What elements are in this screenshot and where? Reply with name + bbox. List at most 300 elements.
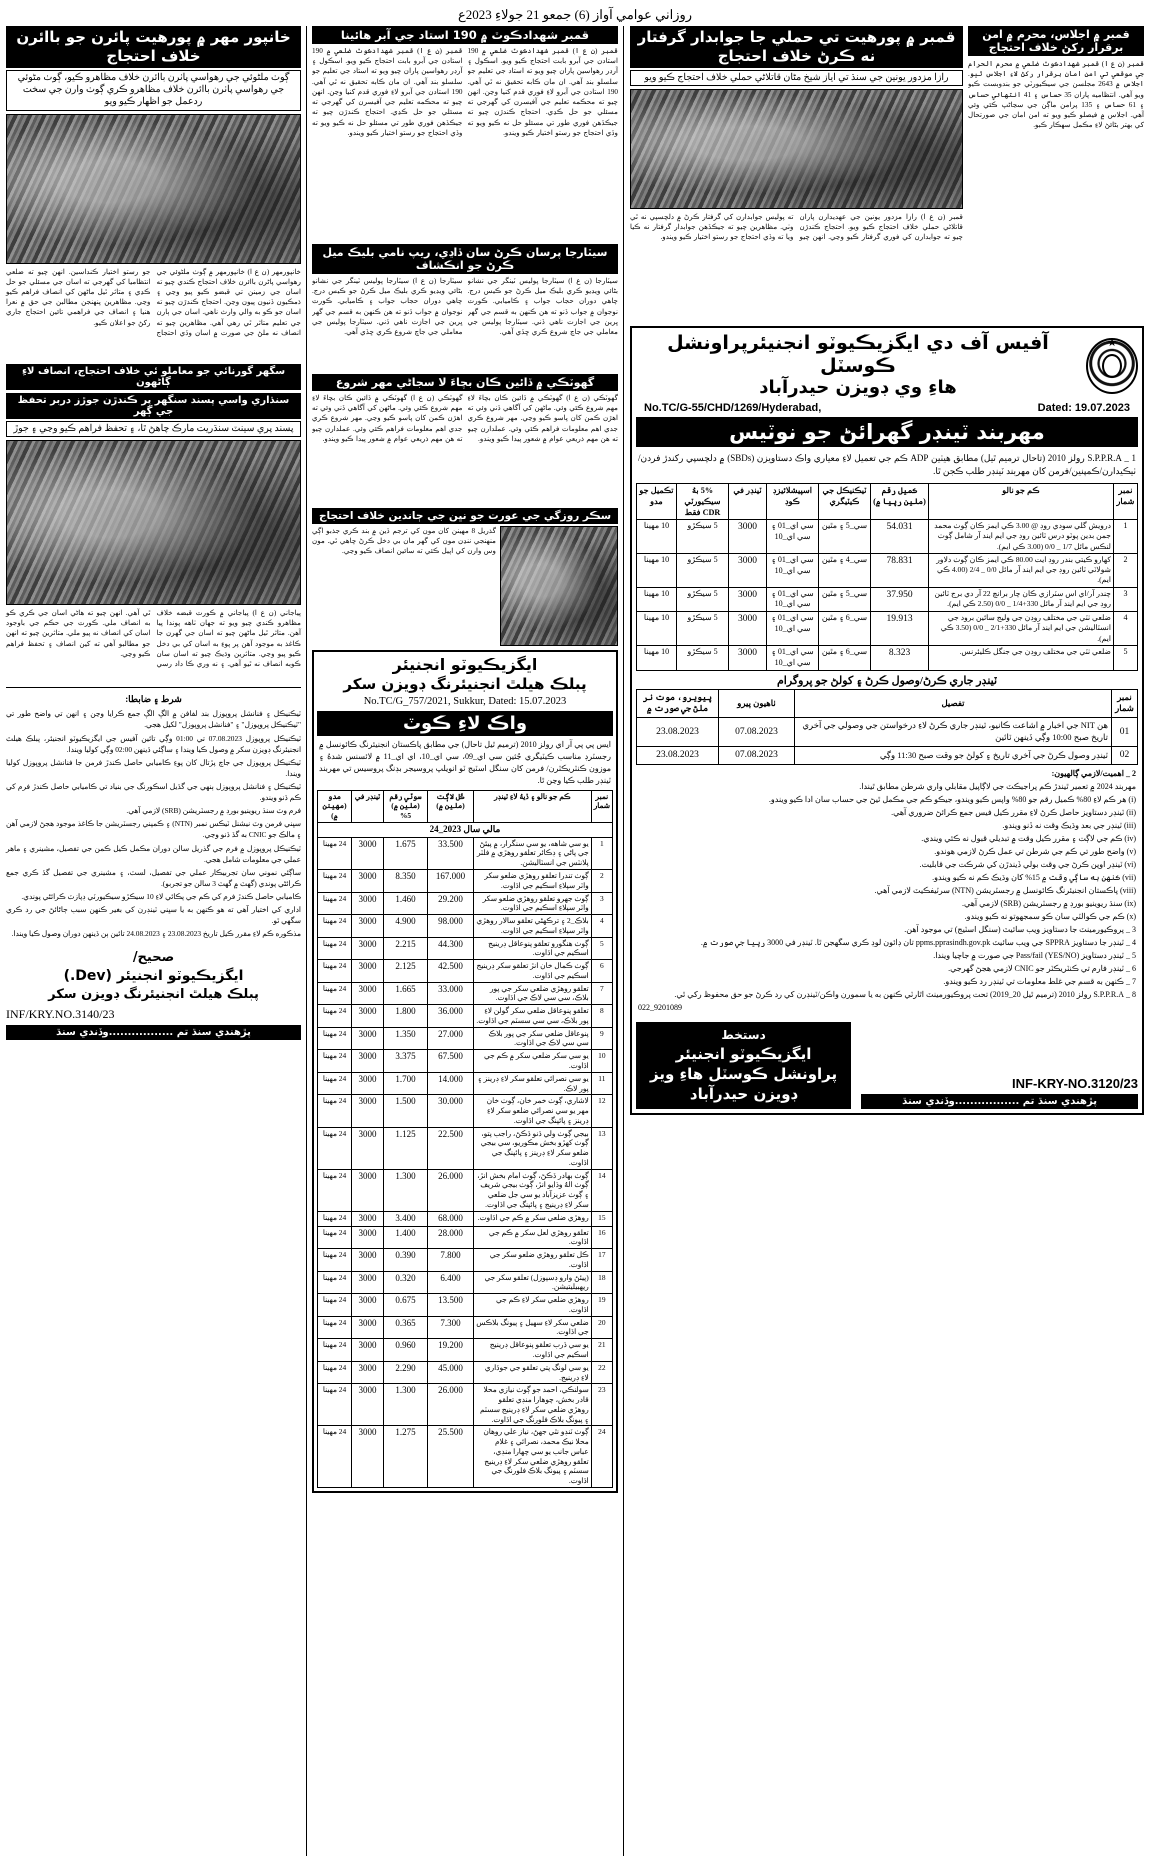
- phe-cell-duration: 24 مهينا: [318, 837, 352, 869]
- phe-table-row: [318, 1316, 613, 1339]
- phe-table-row: [318, 1271, 613, 1294]
- phe-cell-fee: 3000: [352, 1226, 384, 1249]
- phe-cell-fee: 3000: [352, 1271, 384, 1294]
- phe-table-row: [318, 915, 613, 938]
- phe-cell-duration: 24 مهينا: [318, 1316, 352, 1339]
- phe-table-row: [318, 960, 613, 983]
- phe-cell-no: 9: [591, 1027, 612, 1050]
- tender-cell-code: سي اي_01 ۽ سي اي_10: [767, 645, 819, 670]
- schedule-table-row: [637, 747, 1138, 765]
- phe-cell-desc: ڳوٺ تندرا تعلقو روهڙي ضلعو سکر واٽر سپلاءِ اسڪيم جي اڏاوت.: [474, 869, 592, 892]
- tender-cell-fee: 3000: [729, 520, 767, 554]
- phe-cell-desc: بلاڪ_2 ۽ ترڪهڻي تعلقو سالار روهڙي واٽر سپلاءِ اسڪيم جي اڏاوت.: [474, 915, 592, 938]
- phe-table-row: [318, 869, 613, 892]
- schedule-table-body: [637, 718, 1138, 765]
- phe-cell-fee: 3000: [352, 1211, 384, 1226]
- phe-cell-security: 0.320: [384, 1271, 428, 1294]
- sig-word: دستخط: [721, 1028, 766, 1043]
- phe-cell-no: 12: [591, 1095, 612, 1127]
- mid-body-2b: سيٽارجا (ن ع ا) سيٽارجا پوليس ٽينگر جي نشانو بڻائي ويڊيو ڪري بليڪ ميل ڪرڻ جو ڪيس درج. چاهي دوران حجاب جواب ۽ ڪاميابي. ڪورٽ نوجوان ۾ جواب ڏنو ته هن ڪنهن به قسم جي گهر ڀرين جي اجازت ناهي ڏني. سيٽارجا پوليس جي معاملي جي جاچ شروع ڪري ڇڏي آهي.: [467, 277, 618, 337]
- tender-title-1: آفيس آف دي ايگزيڪيوٽو انجنيئرپراونشل ڪوسٽل: [667, 331, 1049, 377]
- phe-cell-no: 16: [591, 1226, 612, 1249]
- term-item: 6 _ ٽينڊر فارم تي ڪنٽريڪٽر جو CNIC لازمي هجڻ گهرجي.: [948, 964, 1136, 974]
- phe-table-header-row: [318, 790, 613, 822]
- phe-cell-fee: 3000: [352, 1316, 384, 1339]
- sched-cell-issue: 07.08.2023: [719, 718, 795, 747]
- phe-cell-cost: 14.000: [428, 1072, 474, 1095]
- phe-cell-duration: 24 مهينا: [318, 1095, 352, 1127]
- phe-cell-no: 7: [591, 982, 612, 1005]
- term-item: (iv) ڪم جي لاڳت ۽ مقرر ڪيل وقت ۾ تبديلي قبول نه ڪئي ويندي.: [921, 834, 1136, 844]
- phe-cell-duration: 24 مهينا: [318, 1339, 352, 1362]
- left-story1-headline: خانپور مهر ۾ پورهيت پائرن جو باائرن خلاف احتجاج: [6, 26, 301, 68]
- tender-cell-desc: چندر آر/اي اس سٽرازي ڪان چار برانچ 22 آر دي برج ٽائين روڊ جي ايم ايند آر مائل 330+1/4 _ 0/0 (2.50 ڪي ايم).: [929, 587, 1114, 612]
- phe-cell-security: 2.215: [384, 937, 428, 960]
- phe-cell-no: 1: [591, 837, 612, 869]
- phe-cell-fee: 3000: [352, 1361, 384, 1384]
- phe-cell-no: 4: [591, 915, 612, 938]
- sched-cell-detail: ٽينڊر وصول ڪرڻ جي آخري تاريخ ۽ کولڻ جو وقت صبح 11:30 وڳي: [795, 747, 1112, 765]
- phe-cell-security: 2.125: [384, 960, 428, 983]
- tender-schedule-title: ٽينڊر جاري ڪرڻ/وصول ڪرڻ ۽ کولڻ جو پروگرام: [776, 674, 998, 687]
- phe-cell-security: 1.275: [384, 1426, 428, 1488]
- left-story2-body: پياجاني (ن ع ا) پياجاني ۾ ڪورٽ قبضه خلاف مظاهرو ڪندي چيو ويو ته جهان ٺاهه پوندا پيا آهن. متاثر ٿيل ماڻهن چيو ته اسان جي گهرن جا ڪاغذ به موجود آهن پر پوءِ به اسان کي بي دخل ڪيو پيو وڃي. متاثرين وڌيڪ چيو ته اسان سان ڪوبه انصاف نه ٿيو آهي. ۽ نه وري ڪا داد رسي ٿي آهي. انهن چيو ته هاڻي اسان جي ڪري ڪو به انصاف ملي. ڪورٽ جي حڪم جي باوجود اسان کي انصاف نه پيو ملي. متاثرين چيو ته انهن جو مطالبو آهي ته کين انصاف ۽ تحفظ فراهم ڪيو وڃي.: [6, 608, 301, 668]
- phe-cell-duration: 24 مهينا: [318, 1072, 352, 1095]
- tender-table-row: [637, 612, 1138, 646]
- phe-cell-cost: 26.000: [428, 1169, 474, 1211]
- phe-cell-cost: 30.000: [428, 1095, 474, 1127]
- phe-table-body: [318, 822, 613, 1487]
- phe-cell-duration: 24 مهينا: [318, 915, 352, 938]
- tender-cell-amount: 19.913: [871, 612, 929, 646]
- phe-cell-security: 1.700: [384, 1072, 428, 1095]
- phe-sig-line-b: ايگزيڪيوٽو انجنيئر (Dev.): [63, 968, 244, 984]
- phe-cell-no: 18: [591, 1271, 612, 1294]
- tender-table-row: [637, 587, 1138, 612]
- condition-item: ٽيڪنيڪل پروپوزل 07.08.2023 تي 01:00 وڳي تائين آفيس جي ايگزيڪيوٽو انجنيئر، پبلڪ هيلٿ انجنيئرنگ ڊويزن سکر ۾ وصول ڪيا ويندا ۽ ساڳئي ڏينهن 02:00 وڳي کوليا ويندا.: [6, 733, 301, 754]
- phe-cell-fee: 3000: [352, 982, 384, 1005]
- tender-footer-strip: پڙهندي سنڌ تم .................وڏندي سنڌ: [861, 1094, 1138, 1109]
- phe-cell-no: 20: [591, 1316, 612, 1339]
- phe-table-row: [318, 837, 613, 869]
- masthead-text: روزاني عوامي آواز (6) جمعو 21 جولاءِ 2023ع: [457, 7, 693, 22]
- tender-cell-amount: 8.323: [871, 645, 929, 670]
- tender-cell-duration: 10 مهينا: [637, 587, 677, 612]
- tender-signature-area: [636, 1022, 1138, 1109]
- tender-cell-fee: 3000: [729, 645, 767, 670]
- sched-col-detail: تفصيل: [795, 689, 1112, 718]
- phe-cell-no: 10: [591, 1050, 612, 1073]
- phe-cell-cost: 29.200: [428, 892, 474, 915]
- phe-table-row: [318, 1384, 613, 1426]
- phe-cell-no: 5: [591, 937, 612, 960]
- phe-cell-fee: 3000: [352, 1072, 384, 1095]
- left-story1-body: خانپورمهر (ن ع ا) خانپورمهر ۾ ڳوٺ ملڻوئي جي رهواسي پاڻرن باائرن خلاف احتجاج ڪندي چيو ته اسان جي زمينن تي قبضو ڪيو پيو وڃي ۽ ڌمڪيون ڏنيون پيون وڃن. احتجاج ڪندڙن چيو ته اسان جو ڪو به والي وارث ناهي. اسان جي ٻارن جي تعليم متاثر ٿي رهي آهي. مظاهرين چيو ته انصاف نه ملڻ جي صورت ۾ اسان وڏي احتجاج جو رستو اختيار ڪنداسين. انهن چيو ته ضلعي انتظاميا کي گهرجي ته اسان جي مسئلي جو حل ڪڍي ۽ متاثر ٿيل ماڻهن کي انصاف فراهم ڪيو وڃي. مظاهرين پنهنجن مطالبن جي حق ۾ نعرا هنيا ۽ انصاف جي فراهمي تائين احتجاج جاري رکڻ جو اعلان ڪيو.: [6, 267, 301, 337]
- term-item: 5 _ ٽينڊر دستاويز Pass/fail (YES/NO) جي صورت ۾ جاچيا ويندا.: [933, 951, 1136, 961]
- coastal-tender-notice: [630, 326, 1144, 1116]
- phe-col-cost: ڪُل لاڳت (ملين ۾): [428, 790, 474, 822]
- phe-cell-desc: يو سي لونگ پتي تعلقو جي جوڏاري لاءِ ڊرينيج.: [474, 1361, 592, 1384]
- phe-sig-line-c: پبلڪ هيلٿ انجنيئرنگ ڊويزن سکر: [48, 986, 259, 1002]
- phe-cell-desc: ڪل تعلقو روهڙي ضلعو سکر جي اڏاوت.: [474, 1249, 592, 1272]
- tender-ref-date: Dated: 19.07.2023: [1037, 401, 1130, 414]
- phe-cell-no: 11: [591, 1072, 612, 1095]
- tender-cell-no: 4: [1114, 612, 1138, 646]
- tender-cell-no: 2: [1114, 553, 1138, 587]
- phe-cell-no: 19: [591, 1294, 612, 1317]
- tender-banner: مهربند ٽينڊر گهرائڻ جو نوٽيس: [636, 417, 1138, 447]
- phe-cell-cost: 33.500: [428, 837, 474, 869]
- mid-body-3b: گهوٽڪي (ن ع ا) گهوٽڪي ۾ ڏائين ڪان بچاءَ لاءِ مهم شروع ڪئي وئي. ماڻهن کي آگاهي ڏني وئي ته اهڙن ڪمن کان پاسو ڪيو وڃي. مهر شروع ڪري جدي اهم معلومات فراهم ڪئي وئي. عملدارن چيو ته هن مهم ذريعي عوام ۾ شعور پيدا ڪيو ويندو.: [467, 394, 618, 443]
- phe-cell-no: 8: [591, 1005, 612, 1028]
- phe-cell-no: 14: [591, 1169, 612, 1211]
- left-photo-protest: [6, 114, 301, 264]
- phe-table-row: [318, 1361, 613, 1384]
- phe-cell-cost: 36.000: [428, 1005, 474, 1028]
- phe-cell-cost: 68.000: [428, 1211, 474, 1226]
- left-kicker-2-sub: پسند پري سينٽ سنڌريت مارڪ چاهڻ ٿا، ۽ تحفظ فراهم ڪيو وڃي ۽ جوڙ: [6, 421, 301, 437]
- left-photo-family: [6, 440, 301, 605]
- term-item: 7 _ ڪنهن به قسم جي غلط معلومات تي ٽينڊر رد ڪيو ويندو.: [943, 977, 1136, 987]
- phe-cell-cost: 26.000: [428, 1384, 474, 1426]
- mid-headline-1: قمبر شهدادڪوٽ ۾ 190 استاد جي آبر ھائينا: [312, 26, 618, 44]
- phe-signature: [6, 945, 301, 1003]
- condition-item: ٽيڪنيڪل پروپوزل جي جاچ پڙتال کان پوءِ ڪاميابي حاصل ڪندڙ فرمن جا فنانشل پروپوزل کوليا ويندا.: [6, 757, 301, 778]
- govt-emblem-icon: [1086, 338, 1138, 394]
- phe-cell-desc: ڳوٺ ٽنڊو نٿي جهڻ، نياز علي روهان محلا نيڪ محمد، نصرائي ۽ غلام عباس جانب يو سي چهارا منڊي، تعلقو روهڙي ضلعي سکر لاءِ ڊرينيج سسٽم ۽ پيونگ بلاڪ فلورنگ جي اڏاوت.: [474, 1426, 592, 1488]
- phe-cell-duration: 24 مهينا: [318, 892, 352, 915]
- tender-table-row: [637, 645, 1138, 670]
- phe-cell-security: 4.900: [384, 915, 428, 938]
- term-item: (x) ڪم جي ڪوالٽي سان ڪو سمجهوتو نه ڪيو ويندو.: [964, 912, 1136, 922]
- phe-cell-security: 0.960: [384, 1339, 428, 1362]
- left-kicker-2: سنڌاري واسي پسند سنگهر پر ڪندڙن جوڙز دربر تحفظ جي ڳهر: [6, 393, 301, 419]
- phe-cell-duration: 24 مهينا: [318, 960, 352, 983]
- phe-table-row: [318, 892, 613, 915]
- phe-cell-no: 13: [591, 1127, 612, 1169]
- tender-works-table: [636, 483, 1138, 671]
- term-item: 4 _ ٽينڊر جا دستاويز SPPRA جي ويب سائيٽ ppms.pprasindh.gov.pk تان ڊائون لوڊ ڪري سگهجن ٿا. ٽينڊر في 3000 رپيا جي صورت ۾.: [700, 938, 1136, 948]
- phe-cell-desc: تعلقو روهڙي ضلعي سکر جي پور بلاڪ، سي سي لاڪ جي اڏاوت.: [474, 982, 592, 1005]
- phe-cell-desc: پنوعاقل ضلعي سکر جي پور بلاڪ سي سي لاڪ جي اڏاوت.: [474, 1027, 592, 1050]
- phe-cell-cost: 45.000: [428, 1361, 474, 1384]
- tender-cell-duration: 10 مهينا: [637, 645, 677, 670]
- phe-cell-duration: 24 مهينا: [318, 1169, 352, 1211]
- tender-ref-left: No.TC/G-55/CHD/1269/Hyderabad,: [644, 401, 822, 414]
- term-item: (v) واضح طور تي ڪم جي شرطن تي عمل ڪرڻ لازمي هوندو.: [934, 847, 1136, 857]
- phe-cell-security: 1.125: [384, 1127, 428, 1169]
- phe-cell-desc: ڳوٺ جهرو تعلقو روهڙي ضلعو سکر واٽر سپلاءِ اسڪيم جي اڏاوت.: [474, 892, 592, 915]
- term-item: 3 _ پروڪيورمينٽ جا دستاويز ويب سائيٽ (سنگل اسٽيج) تي موجود آهن.: [904, 925, 1136, 935]
- phe-cell-cost: 19.200: [428, 1339, 474, 1362]
- right-column: [624, 26, 1144, 1856]
- phe-cell-security: 1.460: [384, 892, 428, 915]
- tender-table-body: [637, 520, 1138, 670]
- phe-cell-no: 3: [591, 892, 612, 915]
- sched-cell-detail: هن NIT جي اخبار ۾ اشاعت ڪانيو، ٽينڊر جاري ڪرڻ لاءِ درخواستن جي وصولي جي آخري تاريخ صبح 10:00 وڳي ڏينهن ٽائين: [795, 718, 1112, 747]
- sched-cell-no: 02: [1112, 747, 1138, 765]
- phe-banner: واڪ لاءِ ڪوٽ: [317, 711, 613, 736]
- phe-cell-cost: 6.400: [428, 1271, 474, 1294]
- tender-cell-amount: 54.031: [871, 520, 929, 554]
- phe-cell-duration: 24 مهينا: [318, 1384, 352, 1426]
- tender-title-2: هاءِ وي ڊويزن حيدرآباد: [759, 377, 957, 399]
- left-story1-subhead: ڳوٺ ملڻوئي جي رهواسي پاٺرن باائرن خلاف مظاهرو ڪيو، ڳوٺ مڻوئي جي رهواسي پاٺرن باائرن خلاف مظاهرو ڪري ڳوٺ وارن جي سخت ردعمل جو اظهار ڪيو ويو: [6, 70, 301, 111]
- phe-cell-fee: 3000: [352, 1050, 384, 1073]
- phe-cell-duration: 24 مهينا: [318, 1005, 352, 1028]
- phe-cell-desc: (پيئڻ وارو ڊسپوزل) تعلقو سکر جي ريهبيليتيشن.: [474, 1271, 592, 1294]
- phe-cell-no: 22: [591, 1361, 612, 1384]
- tender-cell-cdr: 5 سيڪڙو: [677, 553, 729, 587]
- phe-cell-desc: ضلعي سکر لاءِ سهيل ۽ پيونگ بلاڪس جي اڏاوت.: [474, 1316, 592, 1339]
- phe-table-row: [318, 1127, 613, 1169]
- phe-cell-security: 3.400: [384, 1211, 428, 1226]
- tender-cell-desc: ضلعي ٺٽي جي مختلف روڊن جي وليج سائين برود جي انسٽاليشن جي ايم ايند آر مائل 330+2/1 _ 0/0 (3.50 ڪي ايم).: [929, 612, 1114, 646]
- condition-item: ٽيڪنيڪل پروپوزل ۾ فرم جي گذريل سالن دوران مڪمل ڪيل ڪمن جي تفصيل، مشينري ۽ ماهر عملي جي معلومات شامل هجي.: [6, 843, 301, 864]
- mid-body-2: سيٽارجا (ن ع ا) سيٽارجا پوليس ٽينگر جي نشانو بڻائي ويڊيو ڪري بليڪ ميل ڪرڻ جو ڪيس درج. چاهي دوران حجاب جواب ۽ ڪاميابي. ڪورٽ نوجوان ۾ جواب ڏنو ته هن ڪنهن به قسم جي گهر ڀرين جي اجازت ناهي ڏني. سيٽارجا پوليس جي معاملي جي جاچ شروع ڪري ڇڏي آهي.: [312, 277, 463, 337]
- tender-cell-cdr: 5 سيڪڙو: [677, 612, 729, 646]
- phe-cell-fee: 3000: [352, 1169, 384, 1211]
- phe-cell-fee: 3000: [352, 1384, 384, 1426]
- phe-col-duration: مدو (مهينن ۾): [318, 790, 352, 822]
- tender-cell-category: سي_6 ۽ مٿين: [819, 612, 871, 646]
- phe-cell-desc: ڳوٺ ڪمال خان انڙ تعلقو سکر ڊرينيج اسڪيم جي اڏاوت.: [474, 960, 592, 983]
- phe-cell-desc: روهڙي ضلعي سکر لاءِ ڪم جي اڏاوت.: [474, 1294, 592, 1317]
- phe-cell-fee: 3000: [352, 1249, 384, 1272]
- tender-signature-block: [636, 1022, 851, 1109]
- tender-cell-fee: 3000: [729, 587, 767, 612]
- phe-cell-duration: 24 مهينا: [318, 1249, 352, 1272]
- phe-cell-desc: بيجي ڳوٺ ولي ڏنو ڏڪڻ، راجب پتو، ڳوٺ کهڙو بخش مڪوريو، سي بيجي ضلعو سکر لاءِ ڊرينز ۽ پائپنگ جي اڏاوت.: [474, 1127, 592, 1169]
- tender-schedule-table: [636, 689, 1138, 766]
- phe-cell-security: 0.675: [384, 1294, 428, 1317]
- condition-item: سڀني فرمن وٽ نيشنل ٽيڪس نمبر (NTN) ۽ ڪمپني رجسٽريشن جا ڪاغذ موجود هجڻ لازمي آهن ۽ مالڪ جو CNIC به گڏ ڏنو وڃي.: [6, 819, 301, 840]
- tender-col-no: نمبر شمار: [1114, 483, 1138, 519]
- phe-cell-cost: 28.000: [428, 1226, 474, 1249]
- sig-line-1: ايگزيڪيوٽو انجنيئر: [675, 1044, 812, 1063]
- phe-cell-security: 8.350: [384, 869, 428, 892]
- mid-body-1b: قمبر (ن ع ا) قمبر شهدادڪوٽ ضلعي ۾ 190 استادن جي آبرو بابت احتجاج ڪيو ويو. اسڪول ۽ آرڊر رهواسين پاران چيو ويو ته استاد جي تعليم جو سلسلو بند آهي. ان مان ڪابه تحقيق نه ٿي آهي. 190 استادن جي آبرو لاءِ فوري قدم کنيا وڃن. انهن چيو ته محڪمه تعليم جي آفيسرن کي گهرجي ته مسئلي جو حل ڪڍي. احتجاج ڪندڙن چيو ته جيڪڏهن فوري طور تي مسئلو حل نه ڪيو ويو ته وڏي احتجاج جو رستو اختيار ڪيو ويندو.: [467, 47, 618, 137]
- masthead: [6, 4, 1144, 26]
- phe-cell-security: 1.350: [384, 1027, 428, 1050]
- phe-intro: ايس پي پي آر اي رولز 2010 (ترميم ٿيل تاحال) جي مطابق پاڪستان انجنيئرنگ ڪائونسل ۾ رجسٽرڊ مناسب ڪيٽيگري جُثين سي اي_09، سي اي_10، اي اي_11 ۾ لائسنس شدهُ ۽ موزون ڪنٽريڪٽرن/ فرمن کان سنگل اسٽيج ٽو انويلپ پروسيجر بڊنگ پروسيس تي مهربند ٽينڊر طلب ڪيا وڃن ٿا.: [319, 739, 611, 785]
- right-story1-subhead: رازا مزدور يونين جي سنڌ تي اياز شيخ مڻان قاتلاڻي حملي خلاف احتجاج ڪيو ويو: [630, 70, 963, 86]
- phe-cell-desc: سولنڪي، احمد جو ڳوٺ نيازي محلا قادر بخش، چوهارا منڊي تعلقو روهڙي ضلعي سکر لاءِ ڊرينيج سسٽم ۽ پيونگ بلاڪ فلورنگ جي اڏاوت.: [474, 1384, 592, 1426]
- right-story2-headline: قمبر ۾ اجلاس، محرم ۾ امن برقرار رکڻ خلاف احتجاج: [968, 26, 1144, 56]
- phe-sig-line-a: صحيح/: [132, 950, 175, 966]
- tender-cell-cdr: 5 سيڪڙو: [677, 645, 729, 670]
- phe-table-row: [318, 1072, 613, 1095]
- mid-body-3: گهوٽڪي (ن ع ا) گهوٽڪي ۾ ڏائين ڪان بچاءَ لاءِ مهم شروع ڪئي وئي. ماڻهن کي آگاهي ڏني وئي ته اهڙن ڪمن کان پاسو ڪيو وڃي. مهر شروع ڪري جدي اهم معلومات فراهم ڪئي وئي. عملدارن چيو ته هن مهم ذريعي عوام ۾ شعور پيدا ڪيو ويندو.: [312, 394, 463, 443]
- phe-inf-number: INF/KRY.NO.3140/23: [6, 1007, 115, 1022]
- tender-cell-desc: کهارو ڪيتي بندر روڊ ايت 80.00 ڪي ايمز ڪان ڳوٺ دلاور شولاٽي ٽائين روڊ جي ايم ايند آر مائل 0/0 _ 2/4 (4.00 ڪي ايم).: [929, 553, 1114, 587]
- mid-body-1: قمبر (ن ع ا) قمبر شهدادڪوٽ ضلعي ۾ 190 استادن جي آبرو بابت احتجاج ڪيو ويو. اسڪول ۽ آرڊر رهواسين پاران چيو ويو ته استاد جي تعليم جو سلسلو بند آهي. ان مان ڪابه تحقيق نه ٿي آهي. 190 استادن جي آبرو لاءِ فوري قدم کنيا وڃن. انهن چيو ته محڪمه تعليم جي آفيسرن کي گهرجي ته مسئلي جو حل ڪڍي. احتجاج ڪندڙن چيو ته جيڪڏهن فوري طور تي مسئلو حل نه ڪيو ويو ته وڏي احتجاج جو رستو اختيار ڪيو ويندو.: [312, 47, 463, 137]
- term-item: (vi) ٽينڊر اوپن ڪرڻ جي وقت بولي ڏيندڙن کي شرڪت جي قابليت.: [919, 860, 1136, 870]
- phe-cell-duration: 24 مهينا: [318, 1211, 352, 1226]
- term-item: (vii) ڪنهن به ساڳي وقت ۾ 15% کان وڌيڪ ڪم نه ڪيو ويندو.: [932, 873, 1136, 883]
- phe-cell-duration: 24 مهينا: [318, 1127, 352, 1169]
- phe-table-row: [318, 1294, 613, 1317]
- tender-col-desc: ڪم جو نالو: [929, 483, 1114, 519]
- phe-cell-security: 1.300: [384, 1384, 428, 1426]
- term-item: (ix) سنڌ ريوينيو بورڊ ۾ رجسٽريشن (SRB) لازمي آهي.: [962, 899, 1136, 909]
- page-columns: [6, 26, 1144, 1856]
- tender-cell-no: 3: [1114, 587, 1138, 612]
- sched-col-no: نمبر شمار: [1112, 689, 1138, 718]
- mid-photo-woman: [500, 526, 618, 646]
- phe-cell-no: 2: [591, 869, 612, 892]
- mid-headline-3: گهوٽڪي ۾ ڏائين ڪان بچاءَ لا سجاڻي مهر شروع: [312, 374, 618, 391]
- phe-cell-cost: 7.800: [428, 1249, 474, 1272]
- phe-cell-desc: يو سي شاهه، يو سي سنگرار، ۾ پيئڻ جي پاڻي ۽ ڊڪائر تعلقو روهڙي ۾ فلٽر پلانٽس جي انسٽاليشن.: [474, 837, 592, 869]
- phe-cell-desc: يو سي ڏرب تعلقو پنوعاقل ڊرينيج اسڪيم جي اڏاوت.: [474, 1339, 592, 1362]
- phe-cell-no: 23: [591, 1384, 612, 1426]
- sched-cell-issue: 07.08.2023: [719, 747, 795, 765]
- phe-cell-fee: 3000: [352, 1127, 384, 1169]
- phe-year-label: مالي سال 2023_24: [318, 822, 613, 837]
- sig-line-2: پراونشل ڪوسٽل هاءِ ويز: [650, 1064, 838, 1083]
- left-conditions: [6, 687, 301, 940]
- phe-cell-fee: 3000: [352, 869, 384, 892]
- tender-intro: 1 _ S.P.P.R.A رولز 2010 (تاحال ترميم ٿيل) مطابق هيٺين ADP ڪم جي تعميل لاءِ معياري واڪ دستاويزن (SBDs) ۾ دلچسپي رکندڙ فردن/ٺيڪيدارن/ڪمپنين/فرمن کان مهربند ٽينڊر طلب ڪجن ٿا.: [638, 452, 1136, 477]
- phe-cell-fee: 3000: [352, 915, 384, 938]
- tender-cell-no: 1: [1114, 520, 1138, 554]
- phe-table-row: [318, 1226, 613, 1249]
- tender-cell-fee: 3000: [729, 612, 767, 646]
- condition-item: ٽيڪنيڪل ۽ فنانشل پروپوزل بند لفافن ۾ الڳ الڳ جمع ڪرايا وڃن ۽ انهن تي واضح طور تي "ٽيڪنيڪل پروپوزل" ۽ "فنانشل پروپوزل" لکيل هجي.: [6, 709, 301, 730]
- phe-cell-no: 24: [591, 1426, 612, 1488]
- terms-heading: 2 _ اهميت/لازمي ڳالهيون:: [1051, 769, 1136, 779]
- sig-line-3: ڊويزن حيدرآباد: [689, 1085, 798, 1104]
- tender-cell-cdr: 5 سيڪڙو: [677, 587, 729, 612]
- phe-cell-duration: 24 مهينا: [318, 1361, 352, 1384]
- phe-cell-duration: 24 مهينا: [318, 1027, 352, 1050]
- phe-cell-security: 0.390: [384, 1249, 428, 1272]
- tender-reference-line: [636, 400, 1138, 414]
- term-item: 8 _ S.P.P.R.A رولز 2010 (ترميم ٿيل 20_2019) تحت پروڪيورمينٽ اٿارٽي ڪنهن به يا سمورن واڪن/ٽينڊرن کي رد ڪرڻ جو حق محفوظ رکي ٿي.: [674, 990, 1136, 1000]
- right-photo-union: [630, 89, 963, 209]
- tender-cell-desc: ضلعي ٺٽي جي مختلف روڊن جي جنگل ڪليئرنس.: [929, 645, 1114, 670]
- phe-cell-cost: 13.500: [428, 1294, 474, 1317]
- phe-cell-cost: 167.000: [428, 869, 474, 892]
- phe-cell-desc: يو سي سکر ضلعي سکر ۾ ڪم جي اڏاوت.: [474, 1050, 592, 1073]
- schedule-header-row: [637, 689, 1138, 718]
- phe-cell-fee: 3000: [352, 960, 384, 983]
- phe-table-row: [318, 1050, 613, 1073]
- phe-cell-duration: 24 مهينا: [318, 982, 352, 1005]
- term-item: (ii) ٽينڊر دستاويز حاصل ڪرڻ لاءِ مقرر ڪيل فيس جمع ڪرائڻ ضروري آهي.: [891, 808, 1136, 818]
- phe-cell-duration: 24 مهينا: [318, 1226, 352, 1249]
- phe-cell-cost: 33.000: [428, 982, 474, 1005]
- mid-headline-2: سيٽارجا پرسان ڪرڻ سان ڏاڍي، ريپ نامي بليڪ ميل ڪرڻ جو انڪشاف: [312, 244, 618, 274]
- phe-cell-no: 21: [591, 1339, 612, 1362]
- tender-inf-number: INF-KRY-NO.3120/23: [1012, 1076, 1138, 1092]
- tender-cell-code: سي اي_01 ۽ سي اي_10: [767, 587, 819, 612]
- condition-item: ڪاميابي حاصل ڪندڙ فرم کي ڪم جي پڪائي لاءِ 10 سيڪڙو سيڪيورٽي ڊپازٽ ڪرائڻي پوندي.: [21, 892, 301, 902]
- tender-cell-amount: 37.950: [871, 587, 929, 612]
- phe-cell-duration: 24 مهينا: [318, 1050, 352, 1073]
- phe-cell-desc: ڳوٺ هنگورو تعلقو پنوعاقل ڊرينيج اسڪيم جي اڏاوت.: [474, 937, 592, 960]
- right-story1-body: قمبر (ن ع ا) رازا مزدور يونين جي عهديدارن پاران قاتلاڻي حملي خلاف احتجاج ڪيو ويو. احتجاج ڪندڙن چيو ته جوابدارن کي فوري گرفتار ڪيو وڃي. انهن چيو ته پوليس جوابدارن کي گرفتار ڪرڻ ۾ دلچسپي نه ٿي وٺي. مظاهرين چيو ته جيڪڏهن جوابدار گرفتار نه ڪيا ويا ته وڏي احتجاج جو رستو اختيار ڪيو ويندو.: [630, 212, 963, 242]
- phe-cell-cost: 7.300: [428, 1316, 474, 1339]
- tender-col-fee: ٽينڊر في: [729, 483, 767, 519]
- phe-cell-duration: 24 مهينا: [318, 1294, 352, 1317]
- phe-cell-desc: يو سي نصرائي تعلقو سکر لاءِ ڊرينز ۽ پور لاڪ.: [474, 1072, 592, 1095]
- phe-table-row: [318, 1426, 613, 1488]
- term-item: مهربند 2024 ۾ تعمير ٿيندڙ ڪم پراجيڪٽ جي لاڳاپيل مقابلي واري شرطن مطابق ٿيندا.: [859, 782, 1136, 792]
- phe-cell-security: 2.290: [384, 1361, 428, 1384]
- condition-item: ٽيڪنيڪل ۽ فنانشل پروپوزل ٻنهي جي گڏيل اسڪورنگ جي بنياد تي ڪاميابي حاصل ڪندڙ فرم کي ڪم ڏنو ويندو.: [6, 782, 301, 803]
- phe-cell-security: 1.400: [384, 1226, 428, 1249]
- phe-col-fee: ٽينڊر في: [352, 790, 384, 822]
- phe-cell-security: 1.800: [384, 1005, 428, 1028]
- phe-cell-desc: تعلقو پنوعاقل ضلعي سکر گولن لاءِ پور بلاڪ، سي سي سسٽم جي اڏاوت.: [474, 1005, 592, 1028]
- term-item: (iii) ٽينڊر جي بعد وڌيڪ وقت نه ڏنو ويندو.: [1002, 821, 1136, 831]
- phe-cell-no: 15: [591, 1211, 612, 1226]
- tender-cell-duration: 10 مهينا: [637, 553, 677, 587]
- phe-cell-desc: روهڙي ضلعي سکر ۾ ڪم جي اڏاوت.: [474, 1211, 592, 1226]
- tender-cell-category: سي_6 ۽ مٿين: [819, 645, 871, 670]
- right-story1-headline: قمبر ۾ پورهيت تي حملي جا جوابدار گرفتار نه ڪرڻ خلاف احتجاج: [630, 26, 963, 68]
- phe-table-row: [318, 1249, 613, 1272]
- condition-item: اداري کي اختيار آهي ته هو ڪنهن به يا سڀني ٽينڊرن کي بغير ڪنهن سبب ڄاڻائڻ جي رد ڪري سگهي ٿو.: [6, 905, 301, 926]
- phe-table-row: [318, 982, 613, 1005]
- phe-cell-duration: 24 مهينا: [318, 1426, 352, 1488]
- phe-table-row: [318, 1211, 613, 1226]
- sched-cell-receive: 23.08.2023: [637, 747, 719, 765]
- sched-col-issue: ٺاهيون پيرو: [719, 689, 795, 718]
- tender-col-amount: ڪميل رقم (ملين رپيا ۾): [871, 483, 929, 519]
- conditions-closing: مذڪوره ڪم لاءِ مقرر ڪيل تاريخ 23.08.2023 ۽ 24.08.2023 تائين ٻن ڏينهن دوران وصول ڪيا ويندا.: [11, 929, 301, 939]
- phe-title-1: ايگزيڪيوٽو انجنيئر: [392, 655, 538, 674]
- phe-cell-fee: 3000: [352, 1339, 384, 1362]
- term-item: (i) هر ڪم لاءِ 80% ڪميل رقم جو 80% واپس ڪيو ويندو، جيڪو ڪم جي مڪمل ٿيڻ جي حساب سان ادا ڪيو ويندو.: [768, 795, 1136, 805]
- tender-header: [636, 332, 1138, 400]
- tender-cell-category: سي_5 ۽ مٿين: [819, 587, 871, 612]
- tender-cell-amount: 78.831: [871, 553, 929, 587]
- phe-cell-duration: 24 مهينا: [318, 1271, 352, 1294]
- tender-col-duration: تڪميل جو مدو: [637, 483, 677, 519]
- phe-table-row: [318, 937, 613, 960]
- phe-cell-duration: 24 مهينا: [318, 937, 352, 960]
- phe-cell-fee: 3000: [352, 1426, 384, 1488]
- tender-table-row: [637, 553, 1138, 587]
- phe-cell-security: 1.675: [384, 837, 428, 869]
- phe-cell-cost: 25.500: [428, 1426, 474, 1488]
- tender-table-row: [637, 520, 1138, 554]
- tender-cell-desc: درويش گلي سودي روڊ @ 3.00 ڪي ايمز ڪان ڳوٺ محمد جمن بدين پوٽو درس ٽائين روڊ جي ايم ايند آر شامل ڳوٺ لنڪس مائل 1/7 _ 0/0 (3.00 ڪي ايم).: [929, 520, 1114, 554]
- tender-phone: 022_9201089: [638, 1003, 682, 1013]
- term-item: (viii) پاڪستان انجنيئرنگ ڪائونسل ۾ رجسٽريشن (NTN) سرٽيفڪيٽ لازمي آهي.: [874, 886, 1136, 896]
- mid-headline-4: سڪر روزگي جي عورت جو نڀن جي ڄاندين خلاف احتجاج: [312, 508, 618, 524]
- tender-table-header-row: [637, 483, 1138, 519]
- left-column: [6, 26, 306, 1856]
- tender-cell-duration: 10 مهينا: [637, 612, 677, 646]
- phe-notice: [312, 650, 618, 1493]
- phe-cell-desc: ڳوٺ بهادر ڏڪڻ، ڳوٺ امام بخش انڙ، ڳوٺ الهُ وڌايو انڙ، ڳوٺ بيجي شريف ۽ ڳوٺ عزيزآباد يو سي جل ضلعي سکر لاءِ ڊرينيج ۽ پائپنگ جي اڏاوت.: [474, 1169, 592, 1211]
- phe-cell-cost: 44.300: [428, 937, 474, 960]
- phe-footer-strip: پڙهندي سنڌ تم .................وڏندي سنڌ: [6, 1025, 301, 1040]
- tender-cell-code: سي اي_01 ۽ سي اي_10: [767, 520, 819, 554]
- phe-cell-fee: 3000: [352, 1294, 384, 1317]
- phe-table-row: [318, 1095, 613, 1127]
- phe-cell-fee: 3000: [352, 1095, 384, 1127]
- tender-col-code: اسپيشلائيزڊ ڪوڊ: [767, 483, 819, 519]
- right-story2-body: قمبر (ن ع ا) قمبر شهدادڪوٽ ضلعي ۾ محرم الحرام جي موقعي تي امن امان برقرار رکڻ لاءِ اجلاس ٿيو. اجلاس ۾ 2643 مجلسن جي سيڪيورٽي جو بندوبست ڪيو ويو آهي. انتظاميه پاران 35 حساس ۽ 41 انتهائي حساس ۽ 61 حساس ۽ 135 پرامن ماڳن جي سڃاڻپ ڪئي وئي آهي. اجلاس ۾ فيصلو ڪيو ويو ته امن امان جي صورتحال کي بهتر بڻائڻ لاءِ مڪمل سهڪار ڪبو.: [968, 60, 1144, 130]
- tender-cell-code: سي اي_01 ۽ سي اي_10: [767, 612, 819, 646]
- phe-cell-cost: 27.000: [428, 1027, 474, 1050]
- sched-cell-receive: 23.08.2023: [637, 718, 719, 747]
